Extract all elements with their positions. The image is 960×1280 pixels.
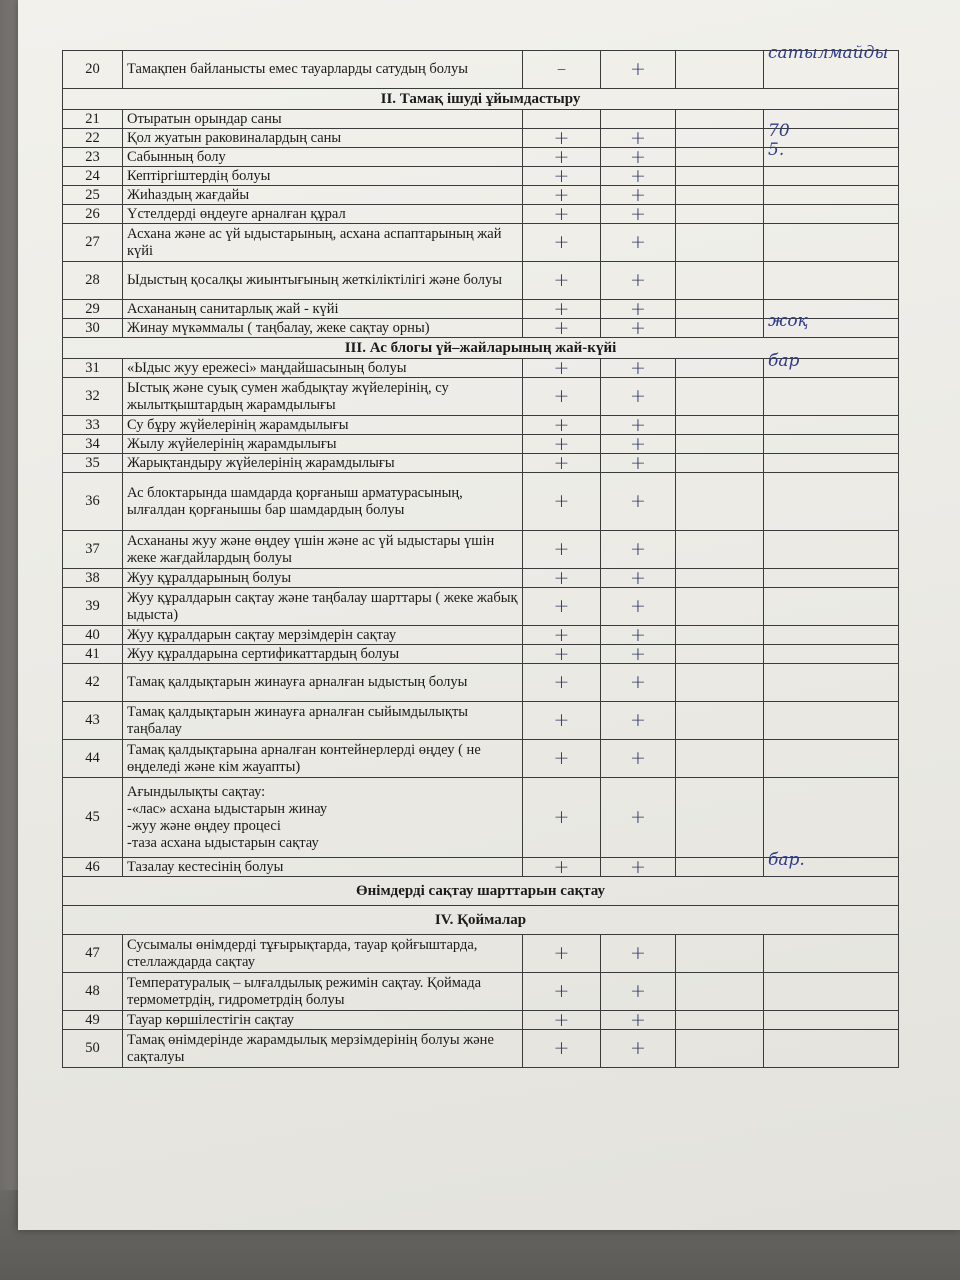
mark-cell-b: + bbox=[601, 740, 676, 778]
mark-cell-a: + bbox=[523, 569, 601, 588]
table-row bbox=[63, 51, 899, 89]
mark-cell-b: + bbox=[601, 973, 676, 1011]
mark-cell-a: + bbox=[523, 224, 601, 262]
row-number: 46 bbox=[63, 858, 123, 877]
mark-cell-c bbox=[676, 531, 764, 569]
handwritten-note: 70 bbox=[768, 121, 790, 141]
criterion-text: Отыратын орындар саны bbox=[123, 110, 523, 129]
note-cell bbox=[764, 416, 899, 435]
criterion-text: Жиһаздың жағдайы bbox=[123, 186, 523, 205]
mark-cell-a: + bbox=[523, 148, 601, 167]
row-number: 45 bbox=[63, 778, 123, 858]
mark-cell-a: + bbox=[523, 740, 601, 778]
note-cell bbox=[764, 473, 899, 531]
row-number: 22 bbox=[63, 129, 123, 148]
criterion-text: Жарықтандыру жүйелерінің жарамдылығы bbox=[123, 454, 523, 473]
criterion-text: Жуу құралдарын сақтау және таңбалау шарттары ( жеке жабық ыдыста) bbox=[123, 588, 523, 626]
mark-cell-a: + bbox=[523, 1011, 601, 1030]
handwritten-note: бар. bbox=[768, 850, 805, 870]
section-header-row bbox=[63, 906, 899, 935]
section-title: III. Ас блогы үй–жайларының жай-күйі bbox=[63, 338, 899, 359]
table-row bbox=[63, 435, 899, 454]
mark-cell-b: + bbox=[601, 702, 676, 740]
row-number: 33 bbox=[63, 416, 123, 435]
mark-cell-b: + bbox=[601, 416, 676, 435]
mark-cell-c bbox=[676, 973, 764, 1011]
criterion-text: Тауар көршілестігін сақтау bbox=[123, 1011, 523, 1030]
note-cell bbox=[764, 351, 899, 378]
mark-cell-c bbox=[676, 435, 764, 454]
mark-cell-b: + bbox=[601, 531, 676, 569]
mark-cell-b: + bbox=[601, 1011, 676, 1030]
handwritten-note: бар bbox=[768, 351, 800, 371]
mark-cell-a: – bbox=[523, 51, 601, 89]
mark-cell-c bbox=[676, 664, 764, 702]
note-cell bbox=[764, 702, 899, 740]
row-number: 48 bbox=[63, 973, 123, 1011]
mark-cell-c bbox=[676, 378, 764, 416]
criterion-text: Ыстық және суық сумен жабдықтау жүйелерінің, су жылытқыштардың жарамдылығы bbox=[123, 378, 523, 416]
criterion-text: Тазалау кестесінің болуы bbox=[123, 858, 523, 877]
mark-cell-b: + bbox=[601, 205, 676, 224]
table-row bbox=[63, 664, 899, 702]
criterion-text: Ас блоктарында шамдарда қорғаныш арматурасының, ылғалдан қорғанышы бар шамдардың болуы bbox=[123, 473, 523, 531]
table-row bbox=[63, 167, 899, 186]
row-number: 27 bbox=[63, 224, 123, 262]
mark-cell-b: + bbox=[601, 858, 676, 877]
table-row bbox=[63, 858, 899, 877]
table-row bbox=[63, 473, 899, 531]
mark-cell-b: + bbox=[601, 435, 676, 454]
mark-cell-c bbox=[676, 778, 764, 858]
mark-cell-b: + bbox=[601, 569, 676, 588]
table-row bbox=[63, 1030, 899, 1068]
criterion-text: Су бұру жүйелерінің жарамдылығы bbox=[123, 416, 523, 435]
row-number: 21 bbox=[63, 110, 123, 129]
mark-cell-c bbox=[676, 1011, 764, 1030]
row-number: 25 bbox=[63, 186, 123, 205]
table-row bbox=[63, 645, 899, 664]
mark-cell-c bbox=[676, 186, 764, 205]
row-number: 20 bbox=[63, 51, 123, 89]
mark-cell-b: + bbox=[601, 51, 676, 89]
mark-cell-c bbox=[676, 740, 764, 778]
mark-cell-a: + bbox=[523, 473, 601, 531]
mark-cell-a: + bbox=[523, 300, 601, 319]
table-row bbox=[63, 626, 899, 645]
note-cell bbox=[764, 850, 899, 877]
note-cell bbox=[764, 43, 899, 89]
criterion-text: Жуу құралдарының болуы bbox=[123, 569, 523, 588]
mark-cell-b: + bbox=[601, 300, 676, 319]
table-row bbox=[63, 778, 899, 858]
table-row bbox=[63, 935, 899, 973]
handwritten-note: 5. bbox=[768, 140, 785, 160]
note-cell bbox=[764, 167, 899, 186]
table-row bbox=[63, 148, 899, 167]
mark-cell-a: + bbox=[523, 664, 601, 702]
mark-cell-a: + bbox=[523, 645, 601, 664]
mark-cell-c bbox=[676, 205, 764, 224]
note-cell bbox=[764, 378, 899, 416]
row-number: 39 bbox=[63, 588, 123, 626]
mark-cell-a: + bbox=[523, 129, 601, 148]
row-number: 49 bbox=[63, 1011, 123, 1030]
mark-cell-c bbox=[676, 262, 764, 300]
table-row bbox=[63, 973, 899, 1011]
mark-cell-b: + bbox=[601, 129, 676, 148]
section-title: IV. Қоймалар bbox=[63, 906, 899, 935]
note-cell bbox=[764, 935, 899, 973]
criterion-text: Тамақ өнімдерінде жарамдылық мерзімдерінің болуы және сақталуы bbox=[123, 1030, 523, 1068]
criterion-text: Сабынның болу bbox=[123, 148, 523, 167]
mark-cell-a: + bbox=[523, 416, 601, 435]
mark-cell-c bbox=[676, 858, 764, 877]
mark-cell-c bbox=[676, 359, 764, 378]
note-cell bbox=[764, 569, 899, 588]
row-number: 29 bbox=[63, 300, 123, 319]
mark-cell-a: + bbox=[523, 205, 601, 224]
criterion-text: Тамақ қалдықтарын жинауға арналған ыдыстың болуы bbox=[123, 664, 523, 702]
mark-cell-a: + bbox=[523, 1030, 601, 1068]
row-number: 23 bbox=[63, 148, 123, 167]
checklist-body bbox=[63, 43, 899, 1068]
table-row bbox=[63, 588, 899, 626]
mark-cell-c bbox=[676, 454, 764, 473]
mark-cell-a: + bbox=[523, 588, 601, 626]
mark-cell-c bbox=[676, 626, 764, 645]
table-row bbox=[63, 454, 899, 473]
mark-cell-c bbox=[676, 300, 764, 319]
note-cell bbox=[764, 531, 899, 569]
table-row bbox=[63, 416, 899, 435]
row-number: 47 bbox=[63, 935, 123, 973]
note-cell bbox=[764, 778, 899, 858]
note-cell bbox=[764, 588, 899, 626]
mark-cell-c bbox=[676, 167, 764, 186]
criterion-text: Асхана және ас үй ыдыстарының, асхана аспаптарының жай күйі bbox=[123, 224, 523, 262]
mark-cell-b: + bbox=[601, 645, 676, 664]
row-number: 34 bbox=[63, 435, 123, 454]
table-row bbox=[63, 702, 899, 740]
criterion-text: Қол жуатын раковиналардың саны bbox=[123, 129, 523, 148]
inspection-checklist-table bbox=[62, 43, 899, 1068]
row-number: 50 bbox=[63, 1030, 123, 1068]
row-number: 41 bbox=[63, 645, 123, 664]
row-number: 24 bbox=[63, 167, 123, 186]
criterion-text: Кептіргіштердің болуы bbox=[123, 167, 523, 186]
criterion-text: Тамақ қалдықтарын жинауға арналған сыйымдылықты таңбалау bbox=[123, 702, 523, 740]
mark-cell-a bbox=[523, 110, 601, 129]
table-row bbox=[63, 205, 899, 224]
mark-cell-b: + bbox=[601, 473, 676, 531]
mark-cell-b: + bbox=[601, 359, 676, 378]
mark-cell-c bbox=[676, 110, 764, 129]
criterion-text: Жылу жүйелерінің жарамдылығы bbox=[123, 435, 523, 454]
mark-cell-a: + bbox=[523, 778, 601, 858]
mark-cell-a: + bbox=[523, 319, 601, 338]
row-number: 36 bbox=[63, 473, 123, 531]
note-cell bbox=[764, 973, 899, 1011]
mark-cell-a: + bbox=[523, 702, 601, 740]
row-number: 32 bbox=[63, 378, 123, 416]
handwritten-note: сатылмайды bbox=[768, 43, 889, 63]
mark-cell-a: + bbox=[523, 186, 601, 205]
mark-cell-c bbox=[676, 645, 764, 664]
mark-cell-b: + bbox=[601, 454, 676, 473]
note-cell bbox=[764, 140, 899, 167]
mark-cell-b: + bbox=[601, 319, 676, 338]
mark-cell-c bbox=[676, 319, 764, 338]
table-row bbox=[63, 319, 899, 338]
note-cell bbox=[764, 262, 899, 300]
row-number: 28 bbox=[63, 262, 123, 300]
row-number: 40 bbox=[63, 626, 123, 645]
mark-cell-c bbox=[676, 702, 764, 740]
criterion-text: «Ыдыс жуу ережесі» маңдайшасының болуы bbox=[123, 359, 523, 378]
mark-cell-b: + bbox=[601, 664, 676, 702]
section-title: Өнімдерді сақтау шарттарын сақтау bbox=[63, 877, 899, 906]
section-header-row bbox=[63, 89, 899, 110]
table-row bbox=[63, 186, 899, 205]
row-number: 31 bbox=[63, 359, 123, 378]
table-row bbox=[63, 378, 899, 416]
note-cell bbox=[764, 1011, 899, 1030]
note-cell bbox=[764, 311, 899, 338]
note-cell bbox=[764, 740, 899, 778]
table-row bbox=[63, 531, 899, 569]
criterion-text: Сусымалы өнімдерді тұғырықтарда, тауар қойғыштарда, стеллаждарда сақтау bbox=[123, 935, 523, 973]
mark-cell-a: + bbox=[523, 935, 601, 973]
mark-cell-b: + bbox=[601, 1030, 676, 1068]
note-cell bbox=[764, 186, 899, 205]
row-number: 30 bbox=[63, 319, 123, 338]
mark-cell-a: + bbox=[523, 531, 601, 569]
table-row bbox=[63, 224, 899, 262]
mark-cell-a: + bbox=[523, 626, 601, 645]
criterion-text: Температуралық – ылғалдылық режимін сақтау. Қоймада термометрдің, гидрометрдің болуы bbox=[123, 973, 523, 1011]
row-number: 37 bbox=[63, 531, 123, 569]
table-row bbox=[63, 1011, 899, 1030]
mark-cell-b: + bbox=[601, 588, 676, 626]
mark-cell-b bbox=[601, 110, 676, 129]
mark-cell-b: + bbox=[601, 378, 676, 416]
mark-cell-b: + bbox=[601, 778, 676, 858]
mark-cell-c bbox=[676, 129, 764, 148]
note-cell bbox=[764, 454, 899, 473]
mark-cell-b: + bbox=[601, 626, 676, 645]
criterion-text: Асхананы жуу және өңдеу үшін және ас үй ыдыстары үшін жеке жағдайлардың болуы bbox=[123, 531, 523, 569]
criterion-text: Тамақпен байланысты емес тауарларды сатудың болуы bbox=[123, 51, 523, 89]
note-cell bbox=[764, 1030, 899, 1068]
note-cell bbox=[764, 205, 899, 224]
mark-cell-c bbox=[676, 148, 764, 167]
table-row bbox=[63, 262, 899, 300]
row-number: 35 bbox=[63, 454, 123, 473]
table-row bbox=[63, 359, 899, 378]
section-header-row bbox=[63, 877, 899, 906]
mark-cell-c bbox=[676, 1030, 764, 1068]
mark-cell-c bbox=[676, 569, 764, 588]
mark-cell-c bbox=[676, 51, 764, 89]
criterion-text: Үстелдерді өңдеуге арналған құрал bbox=[123, 205, 523, 224]
row-number: 38 bbox=[63, 569, 123, 588]
mark-cell-c bbox=[676, 224, 764, 262]
mark-cell-a: + bbox=[523, 858, 601, 877]
mark-cell-a: + bbox=[523, 454, 601, 473]
mark-cell-c bbox=[676, 416, 764, 435]
mark-cell-a: + bbox=[523, 973, 601, 1011]
row-number: 44 bbox=[63, 740, 123, 778]
mark-cell-b: + bbox=[601, 935, 676, 973]
table-row bbox=[63, 569, 899, 588]
mark-cell-a: + bbox=[523, 378, 601, 416]
criterion-text: Тамақ қалдықтарына арналған контейнерлерді өңдеу ( не өңделеді және кім жауапты) bbox=[123, 740, 523, 778]
mark-cell-b: + bbox=[601, 186, 676, 205]
row-number: 42 bbox=[63, 664, 123, 702]
mark-cell-a: + bbox=[523, 167, 601, 186]
mark-cell-b: + bbox=[601, 148, 676, 167]
criterion-text: Асхананың санитарлық жай - күйі bbox=[123, 300, 523, 319]
mark-cell-c bbox=[676, 473, 764, 531]
row-number: 43 bbox=[63, 702, 123, 740]
note-cell bbox=[764, 224, 899, 262]
criterion-text: Ағындылықты сақтау: -«лас» асхана ыдыстарын жинау -жуу және өңдеу процесі -таза асхана ыдыстарын сақтау bbox=[123, 778, 523, 858]
criterion-text: Жуу құралдарына сертификаттардың болуы bbox=[123, 645, 523, 664]
mark-cell-c bbox=[676, 588, 764, 626]
table-row bbox=[63, 740, 899, 778]
note-cell bbox=[764, 645, 899, 664]
note-cell bbox=[764, 435, 899, 454]
note-cell bbox=[764, 664, 899, 702]
mark-cell-a: + bbox=[523, 262, 601, 300]
criterion-text: Жуу құралдарын сақтау мерзімдерін сақтау bbox=[123, 626, 523, 645]
mark-cell-a: + bbox=[523, 435, 601, 454]
criterion-text: Ыдыстың қосалқы жиынтығының жеткіліктілігі және болуы bbox=[123, 262, 523, 300]
criterion-text: Жинау мүкәммалы ( таңбалау, жеке сақтау орны) bbox=[123, 319, 523, 338]
handwritten-note: жоқ bbox=[768, 311, 808, 331]
mark-cell-b: + bbox=[601, 262, 676, 300]
mark-cell-a: + bbox=[523, 359, 601, 378]
mark-cell-b: + bbox=[601, 167, 676, 186]
section-title: II. Тамақ ішуді ұйымдастыру bbox=[63, 89, 899, 110]
row-number: 26 bbox=[63, 205, 123, 224]
note-cell bbox=[764, 626, 899, 645]
mark-cell-c bbox=[676, 935, 764, 973]
mark-cell-b: + bbox=[601, 224, 676, 262]
